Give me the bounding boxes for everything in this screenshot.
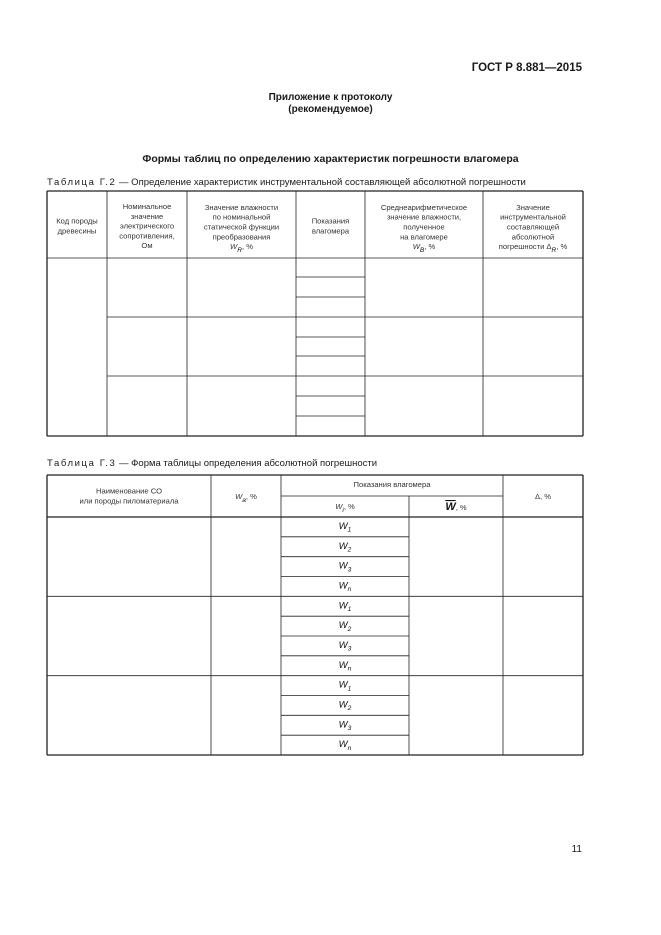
table-g2-header-nominal-moisture-unit: WR, % [230,242,253,254]
table-g3-reading-label: W3 [338,560,352,574]
table-g3-reading-label: W3 [338,719,352,733]
table-g2-header-nominal-moisture: преобразования [212,232,271,242]
table-g2-header-nominal-moisture: по номинальной [212,212,271,222]
table-g2-header-instrumental-error: Значение [516,202,550,212]
table-g3-caption-text: — Форма таблицы определения абсолютной погрешности [116,458,378,469]
table-g3-header-name: Наименование СО [96,486,162,496]
table-g2-header-instrumental-error: абсолютной [511,232,555,242]
table-g3-header-reference-moisture: Wa, % [235,492,257,504]
table-g2-header-resistance: электрического [119,221,175,231]
table-g3-reading-label: W3 [338,639,352,653]
table-g2-header-resistance: сопротивления, [119,231,175,241]
appendix-title: Приложение к протоколу [268,92,393,103]
table-g2-header-resistance: Номинальное [122,202,172,211]
table-g2-header-mean-moisture: на влагомере [400,232,448,242]
table-g2-header-nominal-moisture: статической функции [203,222,280,232]
table-g2-header-instrumental-error: составляющей [506,222,560,232]
table-g3-header-name: или породы пиломатериала [79,496,179,506]
table-g3-reading-label: W2 [338,540,352,554]
table-g3-reading-label: W2 [338,620,352,633]
table-g3-header-reading-i: Wi, % [335,502,355,514]
page-number: 11 [571,844,582,855]
table-g2-header-mean-moisture-unit: WB, % [412,242,436,254]
table-g3-reading-label: W1 [338,679,352,693]
table-g2-header-resistance: значение [130,211,164,221]
section-title: Формы таблиц по определению характеристик погрешности влагомера [142,153,519,165]
document-id: ГОСТ Р 8.881—2015 [471,62,582,74]
table-g2-header-resistance: Ом [141,241,153,251]
table-g3-reading-label: W1 [338,520,352,534]
table-g2-header-readings: Показания [311,216,350,226]
table-g3-reading-label: W1 [338,600,352,614]
table-g3-reading-label: Wn [338,659,352,673]
table-g2-header-nominal-moisture: Значение влажности [204,202,279,212]
table-g2-header-mean-moisture: значение влажности, [386,212,462,222]
table-g2-header-instrumental-error-unit: погрешности ΔR, % [498,242,568,254]
table-g2-header-mean-moisture: полученное [403,222,445,232]
appendix-status: (рекомендуемое) [288,104,373,115]
table-g3-caption-label: Таблица Г.3 [47,458,117,469]
table-g3-reading-label: W2 [338,699,352,713]
table-g3-header-readings-group: Показания влагомера [353,480,431,489]
table-g2-header-species-code: Код породы [56,216,98,226]
table-g3-reading-label: Wn [338,580,352,594]
table-g2-header-species-code: древесины [57,226,97,236]
table-g3-reading-label: Wn [338,739,352,752]
table-g2-header-mean-moisture: Среднеарифметическое [380,202,468,212]
table-g3-header-absolute-error: Δ, % [534,492,552,501]
table-g2-caption-text: — Определение характеристик инструментальной составляющей абсолютной погрешности [116,177,526,188]
table-g2-header-readings: влагомера [311,226,350,236]
table-g3-header-mean-reading: W, % [445,501,467,513]
table-g2-header-instrumental-error: инструментальной [500,212,566,222]
table-g2-caption-label: Таблица Г.2 [47,177,117,188]
